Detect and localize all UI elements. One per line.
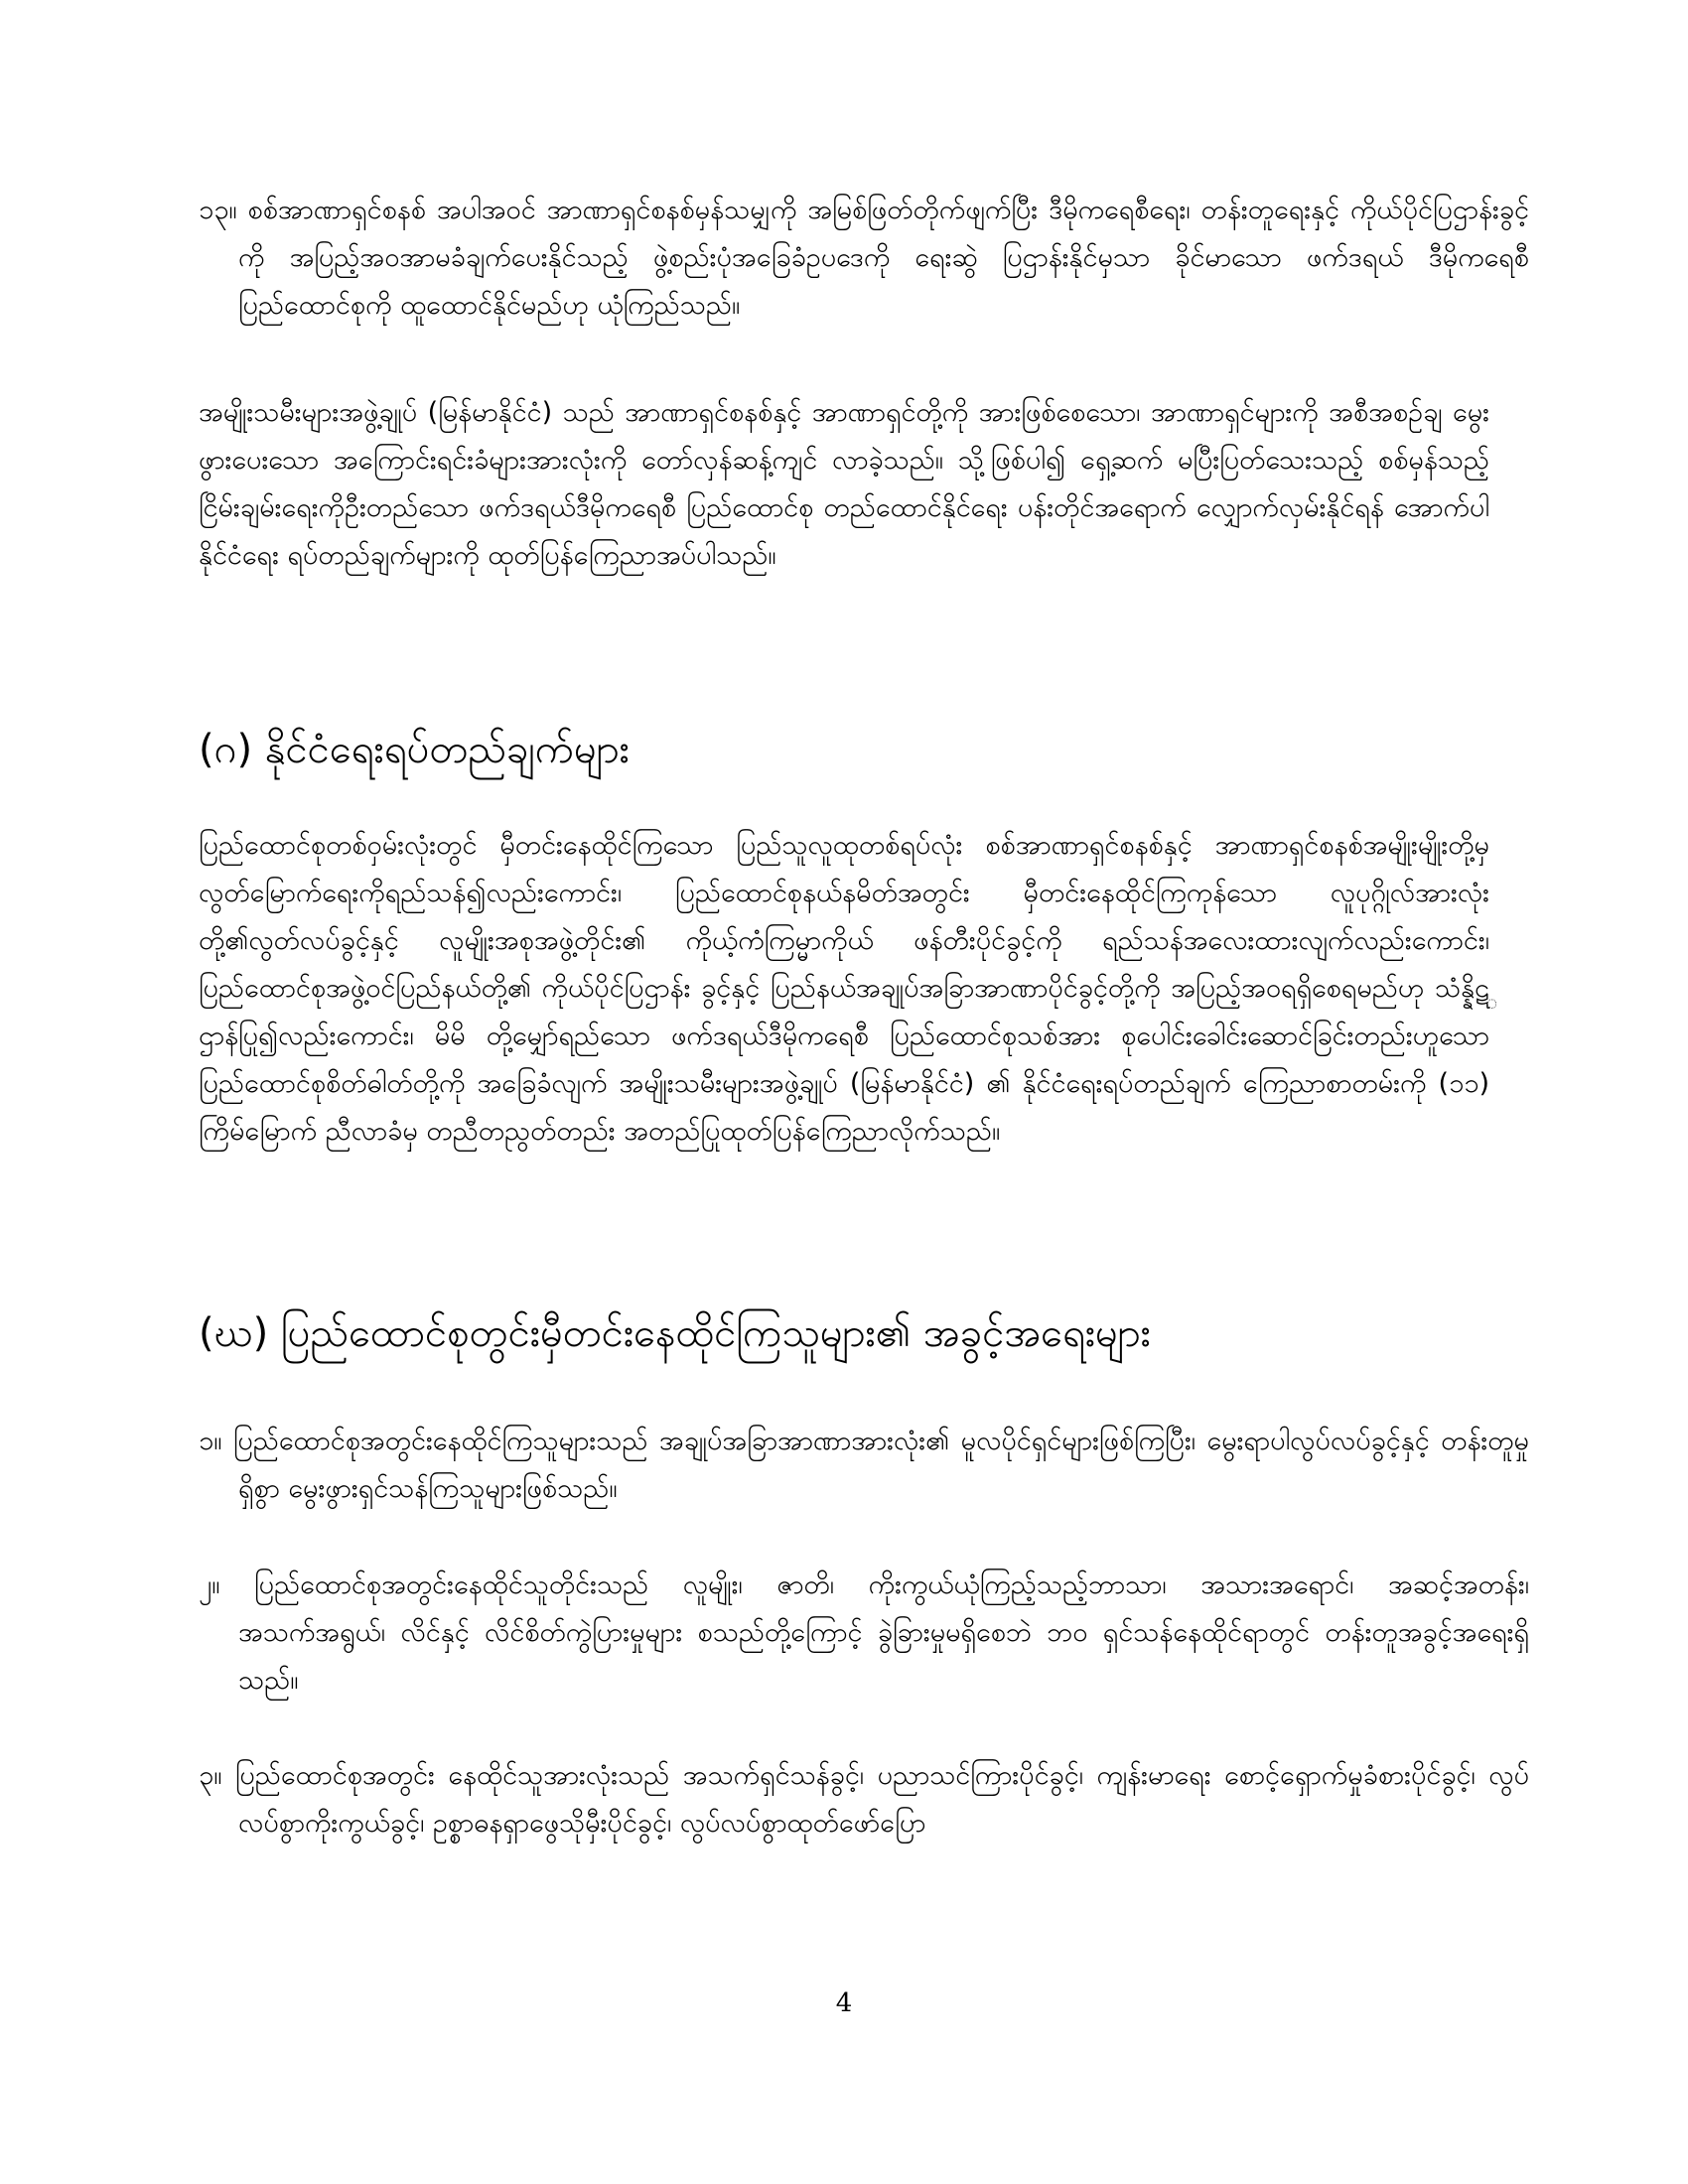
paragraph-intro: အမျိုးသမီးများအဖွဲ့ချုပ် (မြန်မာနိုင်ငံ) သည် အာဏာရှင်စနစ်နှင့် အာဏာရှင်တို့ကို အားဖြစ်စေသော၊ အာဏာရှင်များကို အစီအစဥ်ချ မွေးဖွားပေးသော အကြောင်းရင်းခံများအားလုံးကို တော်လှန်ဆန့်ကျင် လာခဲ့သည်။ သို့ဖြစ်ပါ၍ ရှေ့ဆက် မပြီးပြတ်သေးသည့် စစ်မှန်သည့်ငြိမ်းချမ်းရေးကိုဦးတည်သော ဖက်ဒရယ်ဒီမိုကရေစီ ပြည်ထောင်စု တည်ထောင်နိုင်ရေး ပန်းတိုင်အရောက် လျှောက်လှမ်းနိုင်ရန် အောက်ပါ နိုင်ငံရေး ရပ်တည်ချက်များကို ထုတ်ပြန်ကြေညာအပ်ပါသည်။ [199, 397, 1489, 571]
paragraph-item-1: ၁။ ပြည်ထောင်စုအတွင်းနေထိုင်ကြသူများသည် အချုပ်အခြာအာဏာအားလုံး၏ မူလပိုင်ရှင်များဖြစ်ကြပြီး၊ မွေးရာပါလွပ်လပ်ခွင့်နှင့် တန်းတူမှုရှိစွာ မွေးဖွားရှင်သန်ကြသူများဖြစ်သည်။ [199, 1426, 1529, 1504]
section-heading-g: (ဂ) နိုင်ငံရေးရပ်တည်ချက်များ [199, 727, 630, 772]
paragraph-item-3: ၃။ ပြည်ထောင်စုအတွင်း နေထိုင်သူအားလုံးသည် အသက်ရှင်သန်ခွင့်၊ ပညာသင်ကြားပိုင်ခွင့်၊ ကျန်းမာရေး စောင့်ရှောက်မှုခံစားပိုင်ခွင့်၊ လွပ်လပ်စွာကိုးကွယ်ခွင့်၊ ဥစ္စာဓနရှာဖွေသိုမှီးပိုင်ခွင့်၊ လွပ်လပ်စွာထုတ်ဖော်ပြော [199, 1760, 1529, 1839]
paragraph-stance: ပြည်ထောင်စုတစ်ဝှမ်းလုံးတွင် မှီတင်းနေထိုင်ကြသော ပြည်သူလူထုတစ်ရပ်လုံး စစ်အာဏာရှင်စနစ်နှင့် အာဏာရှင်စနစ်အမျိုးမျိုးတို့မှ လွတ်မြောက်ရေးကိုရည်သန်၍လည်းကောင်း၊ ပြည်ထောင်စုနယ်နမိတ်အတွင်း မှီတင်းနေထိုင်ကြကုန်သော လူပုဂ္ဂိုလ်အားလုံးတို့၏လွတ်လပ်ခွင့်နှင့် လူမျိုးအစုအဖွဲ့တိုင်း၏ ကိုယ့်ကံကြမ္မာကိုယ် ဖန်တီးပိုင်ခွင့်ကို ရည်သန်အလေးထားလျက်လည်းကောင်း၊ ပြည်ထောင်စုအဖွဲ့ဝင်ပြည်နယ်တို့၏ ကိုယ်ပိုင်ပြဌာန်း ခွင့်နှင့် ပြည်နယ်အချုပ်အခြာအာဏာပိုင်ခွင့်တို့ကို အပြည့်အဝရရှိစေရမည်ဟု သံန္နိဋ္ဌာန်ပြု၍လည်းကောင်း၊ မိမိ တို့မျှော်ရည်သော ဖက်ဒရယ်ဒီမိုကရေစီ ပြည်ထောင်စုသစ်အား စုပေါင်းခေါင်းဆောင်ခြင်းတည်းဟူသော ပြည်ထောင်စုစိတ်ဓါတ်တို့ကို အခြေခံလျက် အမျိုးသမီးများအဖွဲ့ချုပ် (မြန်မာနိုင်ငံ) ၏ နိုင်ငံရေးရပ်တည်ချက် ကြေညာစာတမ်းကို (၁၁) ကြိမ်မြောက် ညီလာခံမှ တညီတညွတ်တည်း အတည်ပြုထုတ်ပြန်ကြေညာလိုက်သည်။ [199, 830, 1489, 1147]
paragraph-item-2: ၂။ ပြည်ထောင်စုအတွင်းနေထိုင်သူတိုင်းသည် လူမျိုး၊ ဇာတိ၊ ကိုးကွယ်ယုံကြည့်သည့်ဘာသာ၊ အသားအရောင်၊ အဆင့်အတန်း၊ အသက်အရွယ်၊ လိင်နှင့် လိင်စိတ်ကွဲပြားမှုများ စသည်တို့ကြောင့် ခွဲခြားမှုမရှိစေဘဲ ဘဝ ရှင်သန်နေထိုင်ရာတွင် တန်းတူအခွင့်အရေးရှိသည်။ [199, 1570, 1529, 1696]
page-number: 4 [835, 1988, 853, 2018]
paragraph-item-13: ၁၃။ စစ်အာဏာရှင်စနစ် အပါအဝင် အာဏာရှင်စနစ်မှန်သမျှကို အမြစ်ဖြတ်တိုက်ဖျက်ပြီး ဒီမိုကရေစီရေး၊ တန်းတူရေးနှင့် ကိုယ်ပိုင်ပြဌာန်းခွင့်ကို အပြည့်အဝအာမခံချက်ပေးနိုင်သည့် ဖွဲ့စည်းပုံအခြေခံဥပဒေကို ရေးဆွဲ ပြဌာန်းနိုင်မှသာ ခိုင်မာသော ဖက်ဒရယ် ဒီမိုကရေစီ ပြည်ထောင်စုကို ထူထောင်နိုင်မည်ဟု ယုံကြည်သည်။ [199, 195, 1529, 321]
section-heading-gh: (ဃ) ပြည်ထောင်စုတွင်းမှီတင်းနေထိုင်ကြသူများ၏ အခွင့်အရေးများ [199, 1310, 1151, 1356]
